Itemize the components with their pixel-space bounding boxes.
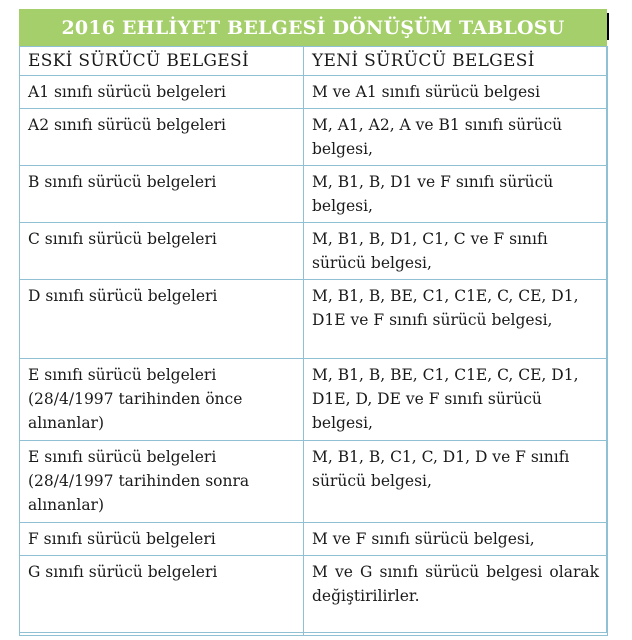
old-license-cell: G sınıfı sürücü belgeleri: [20, 556, 304, 636]
old-license-cell: A2 sınıfı sürücü belgeleri: [20, 109, 304, 166]
table-row: [20, 223, 608, 280]
old-license-cell: E sınıfı sürücü belgeleri (28/4/1997 tarihinden önce alınanlar): [20, 359, 304, 441]
header-old-license: ESKİ SÜRÜCÜ BELGESİ: [20, 47, 304, 76]
conversion-table: [19, 46, 608, 636]
new-license-cell: M, B1, B, D1, C1, C ve F sınıfı sürücü belgesi,: [304, 223, 608, 280]
text-cursor-marker: [607, 13, 609, 40]
new-license-cell: M, B1, B, BE, C1, C1E, C, CE, D1, D1E ve F sınıfı sürücü belgesi,: [304, 280, 608, 359]
table-row: [20, 441, 608, 523]
table-row: [20, 76, 608, 109]
old-license-cell: C sınıfı sürücü belgeleri: [20, 223, 304, 280]
new-license-cell: M ve G sınıfı sürücü belgesi olarak değiştirilirler.: [304, 556, 608, 636]
header-row: [20, 47, 608, 76]
new-license-cell: M ve F sınıfı sürücü belgesi,: [304, 523, 608, 556]
table-row: [20, 109, 608, 166]
old-license-cell: F sınıfı sürücü belgeleri: [20, 523, 304, 556]
new-license-cell: M, B1, B, D1 ve F sınıfı sürücü belgesi,: [304, 166, 608, 223]
new-license-cell: M ve A1 sınıfı sürücü belgesi: [304, 76, 608, 109]
header-new-license: YENİ SÜRÜCÜ BELGESİ: [304, 47, 608, 76]
table-row: [20, 556, 608, 636]
new-license-cell: M, B1, B, BE, C1, C1E, C, CE, D1, D1E, D, DE ve F sınıfı sürücü belgesi,: [304, 359, 608, 441]
table-row: [20, 359, 608, 441]
new-license-cell: M, A1, A2, A ve B1 sınıfı sürücü belgesi,: [304, 109, 608, 166]
table-row: [20, 523, 608, 556]
title-bar: [19, 9, 607, 46]
old-license-cell: D sınıfı sürücü belgeleri: [20, 280, 304, 359]
new-license-cell: M, B1, B, C1, C, D1, D ve F sınıfı sürücü belgesi,: [304, 441, 608, 523]
table-row: [20, 280, 608, 359]
table-title: 2016 EHLİYET BELGESİ DÖNÜŞÜM TABLOSU: [61, 16, 565, 39]
old-license-cell: B sınıfı sürücü belgeleri: [20, 166, 304, 223]
old-license-cell: E sınıfı sürücü belgeleri (28/4/1997 tarihinden sonra alınanlar): [20, 441, 304, 523]
old-license-cell: A1 sınıfı sürücü belgeleri: [20, 76, 304, 109]
table-row: [20, 166, 608, 223]
